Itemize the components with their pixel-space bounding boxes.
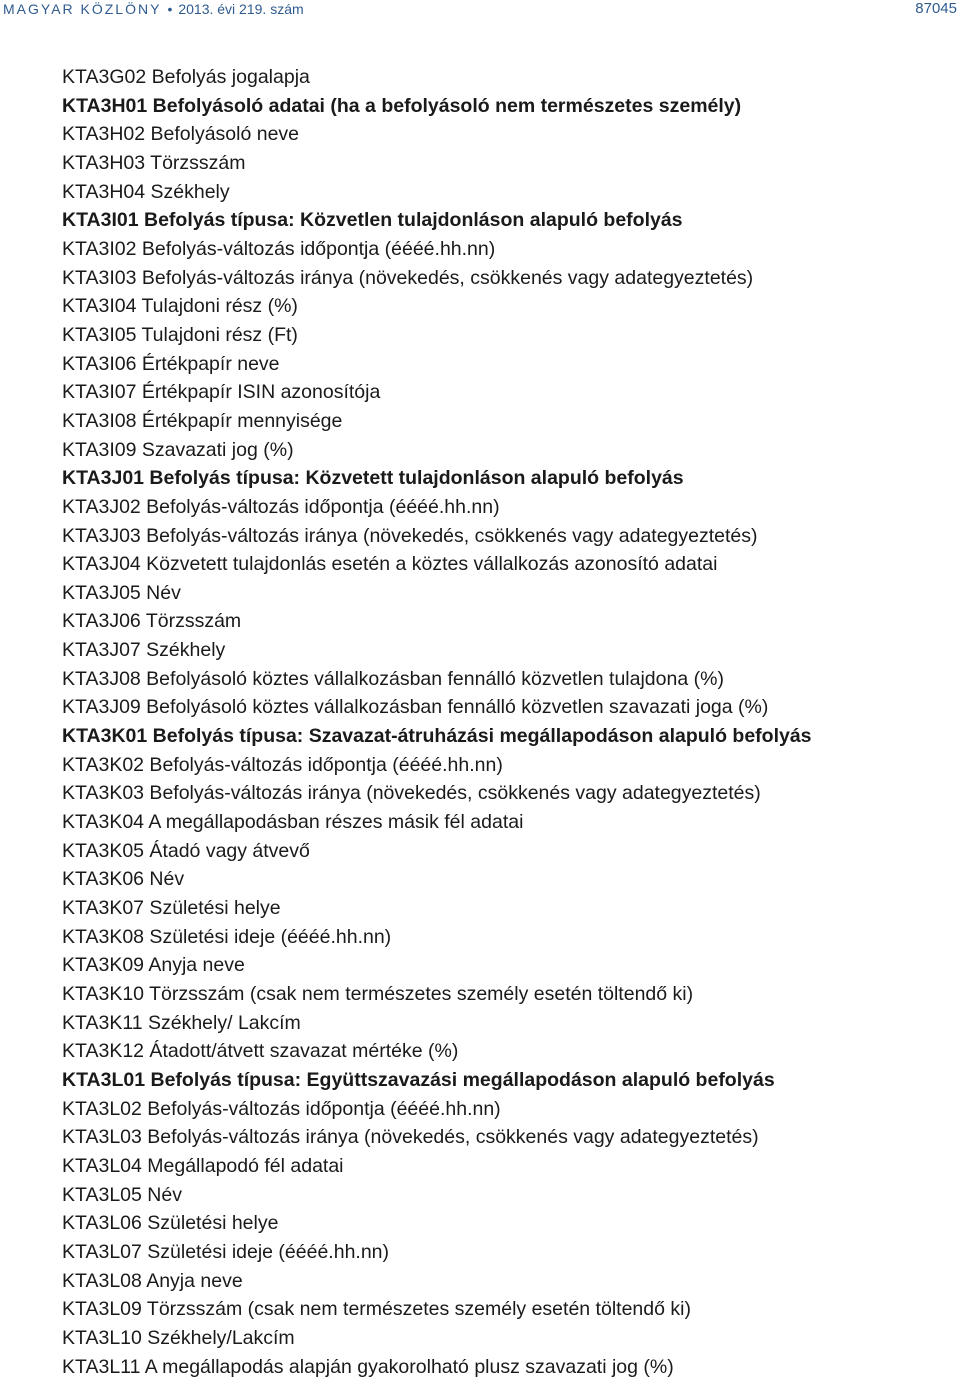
field-code-line: KTA3J06 Törzsszám xyxy=(62,610,242,633)
running-title xyxy=(3,0,304,18)
field-code-line: KTA3K12 Átadott/átvett szavazat mértéke (%) xyxy=(62,1040,459,1063)
field-code-line: KTA3L09 Törzsszám (csak nem természetes személy esetén töltendő ki) xyxy=(62,1298,691,1321)
field-code-line: KTA3K09 Anyja neve xyxy=(62,954,245,977)
field-code-line: KTA3I04 Tulajdoni rész (%) xyxy=(62,295,298,318)
field-code-line: KTA3I08 Értékpapír mennyisége xyxy=(62,409,343,432)
section-heading-line: KTA3H01 Befolyásoló adatai (ha a befolyásoló nem természetes személy) xyxy=(62,94,742,117)
field-code-line: KTA3G02 Befolyás jogalapja xyxy=(62,66,310,88)
field-code-line: KTA3I09 Szavazati jog (%) xyxy=(62,438,294,461)
field-code-line: KTA3I02 Befolyás-változás időpontja (éééé.hh.nn) xyxy=(62,237,496,260)
field-code-line: KTA3J03 Befolyás-változás iránya (növekedés, csökkenés vagy adategyeztetés) xyxy=(62,524,758,547)
section-heading-line: KTA3L01 Befolyás típusa: Együttszavazási megállapodáson alapuló befolyás xyxy=(62,1068,775,1091)
field-code-line: KTA3H04 Székhely xyxy=(62,180,230,203)
field-code-line: KTA3H02 Befolyásoló neve xyxy=(62,123,300,146)
field-code-line: KTA3K05 Átadó vagy átvevő xyxy=(62,839,310,862)
field-code-line: KTA3J04 Közvetett tulajdonlás esetén a köztes vállalkozás azonosító adatai xyxy=(62,553,718,576)
field-code-line: KTA3K02 Befolyás-változás időpontja (éééé.hh.nn) xyxy=(62,753,503,776)
field-code-line: KTA3K10 Törzsszám (csak nem természetes személy esetén töltendő ki) xyxy=(62,983,694,1005)
separator-bullet: • xyxy=(167,1,173,17)
field-code-line: KTA3I07 Értékpapír ISIN azonosítója xyxy=(62,381,381,404)
page-header xyxy=(0,0,960,20)
field-code-line: KTA3L07 Születési ideje (éééé.hh.nn) xyxy=(62,1240,390,1263)
field-code-line: KTA3L05 Név xyxy=(62,1183,182,1206)
field-code-line: KTA3J09 Befolyásoló köztes vállalkozásban fennálló közvetlen szavazati joga (%) xyxy=(62,696,769,719)
field-code-line: KTA3J05 Név xyxy=(62,581,181,604)
field-code-line: KTA3I05 Tulajdoni rész (Ft) xyxy=(62,323,298,346)
field-code-line: KTA3L10 Székhely/Lakcím xyxy=(62,1326,295,1349)
field-code-list xyxy=(62,63,950,1381)
field-code-line: KTA3K08 Születési ideje (éééé.hh.nn) xyxy=(62,925,392,948)
field-code-line: KTA3L08 Anyja neve xyxy=(62,1269,243,1292)
issue-label: 2013. évi 219. szám xyxy=(178,1,304,17)
field-code-line: KTA3K03 Befolyás-változás iránya (növekedés, csökkenés vagy adategyeztetés) xyxy=(62,782,761,805)
section-heading-line: KTA3K01 Befolyás típusa: Szavazat-átruházási megállapodáson alapuló befolyás xyxy=(62,725,812,748)
publication-name: MAGYAR KÖZLÖNY xyxy=(3,1,162,17)
field-code-line: KTA3L03 Befolyás-változás iránya (növekedés, csökkenés vagy adategyeztetés) xyxy=(62,1126,759,1149)
field-code-line: KTA3J07 Székhely xyxy=(62,639,226,662)
section-heading-line: KTA3I01 Befolyás típusa: Közvetlen tulajdonláson alapuló befolyás xyxy=(62,209,683,232)
field-code-line: KTA3J08 Befolyásoló köztes vállalkozásban fennálló közvetlen tulajdona (%) xyxy=(62,667,724,690)
field-code-line: KTA3K06 Név xyxy=(62,868,185,891)
field-code-line: KTA3J02 Befolyás-változás időpontja (éééé.hh.nn) xyxy=(62,495,500,518)
field-code-line: KTA3L11 A megállapodás alapján gyakorolható plusz szavazati jog (%) xyxy=(62,1355,674,1378)
field-code-line: KTA3I06 Értékpapír neve xyxy=(62,352,280,375)
section-heading-line: KTA3J01 Befolyás típusa: Közvetett tulajdonláson alapuló befolyás xyxy=(62,467,684,490)
field-code-line: KTA3K11 Székhely/ Lakcím xyxy=(62,1011,301,1034)
field-code-line: KTA3H03 Törzsszám xyxy=(62,151,246,174)
field-code-line: KTA3I03 Befolyás-változás iránya (növekedés, csökkenés vagy adategyeztetés) xyxy=(62,266,754,289)
field-code-line: KTA3K04 A megállapodásban részes másik fél adatai xyxy=(62,811,524,834)
field-code-line: KTA3L06 Születési helye xyxy=(62,1212,279,1235)
field-code-line: KTA3L02 Befolyás-változás időpontja (éééé.hh.nn) xyxy=(62,1097,501,1120)
page-number: 87045 xyxy=(915,0,957,17)
field-code-line: KTA3K07 Születési helye xyxy=(62,897,281,920)
field-code-line: KTA3L04 Megállapodó fél adatai xyxy=(62,1154,344,1177)
